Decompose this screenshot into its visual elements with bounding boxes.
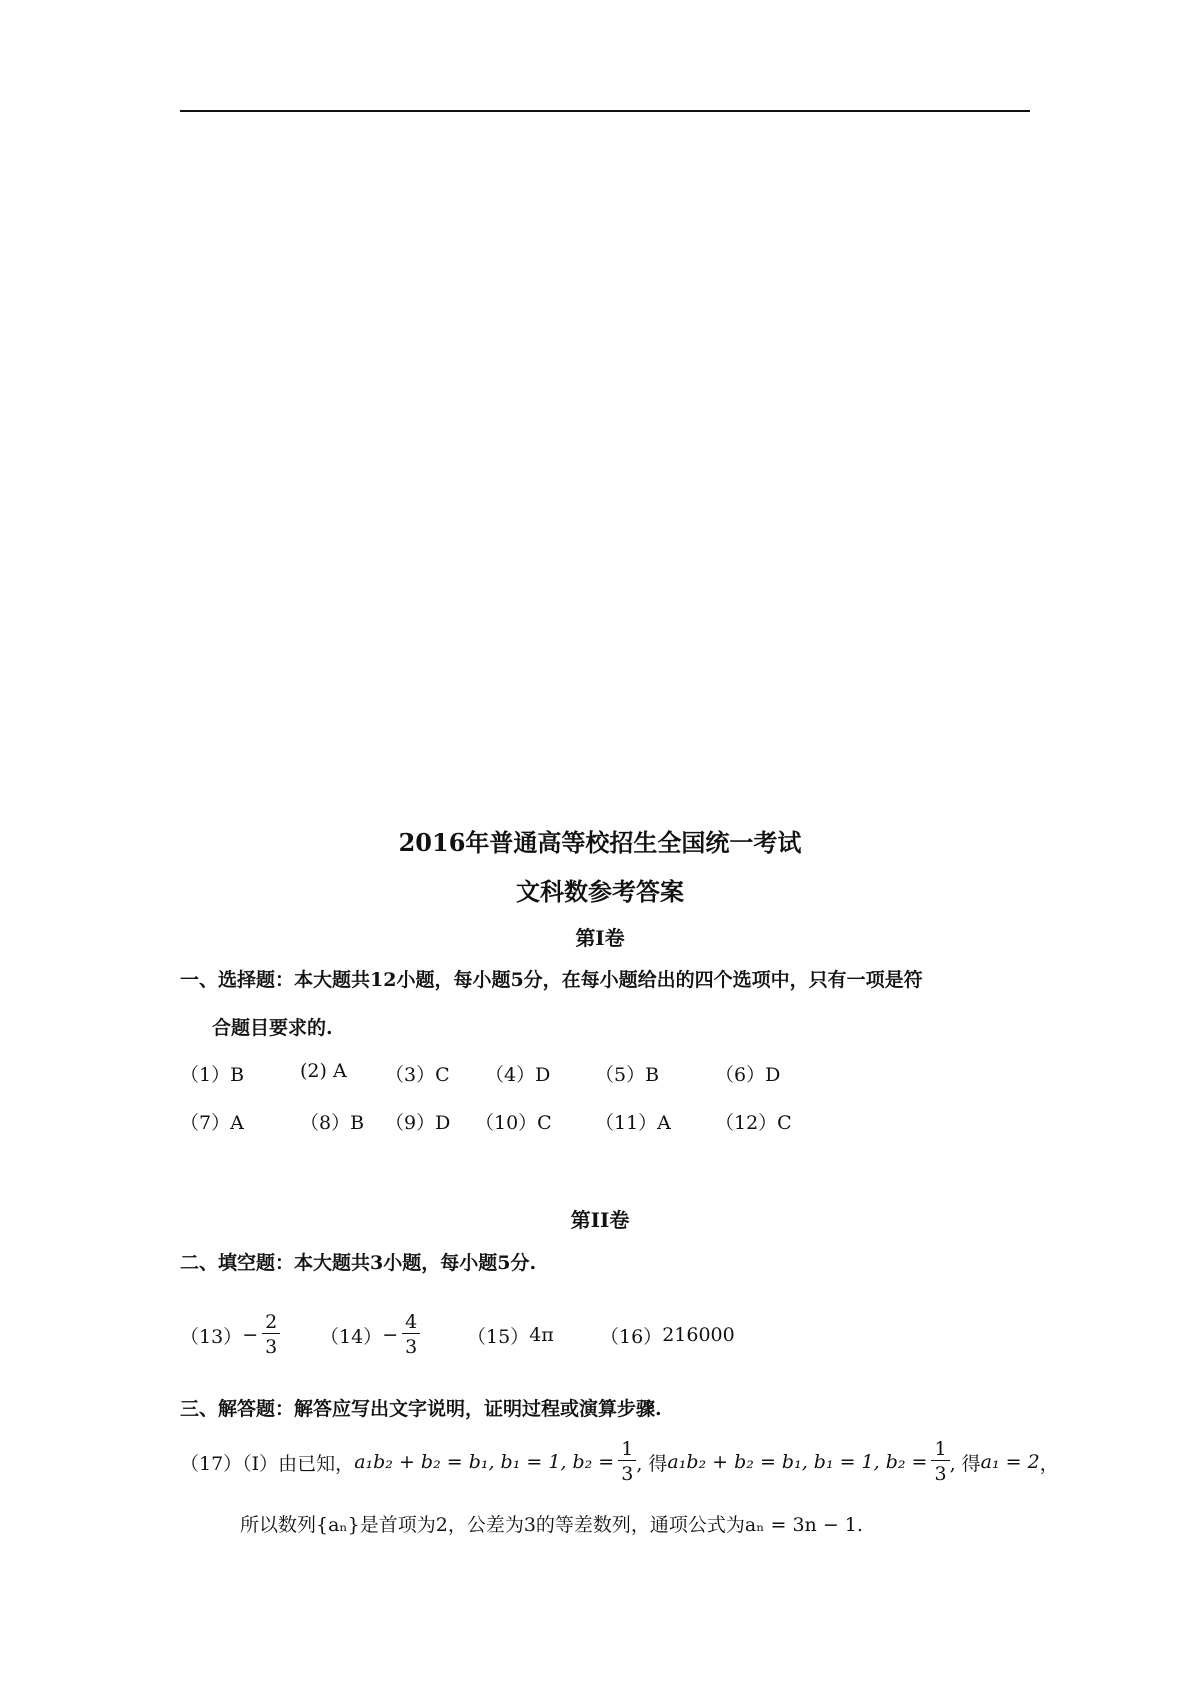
fill-answer-15 [467,1305,554,1365]
fraction [618,1438,636,1487]
header-rule [180,110,1030,112]
section-2-heading: 二、填空题：本大题共3小题，每小题5分. [180,1252,537,1274]
choice-answer: （8）B [300,1112,365,1134]
fraction-denominator: 3 [934,1462,947,1485]
choice-answer: （3）C [385,1064,450,1086]
fraction-denominator: 3 [265,1335,278,1358]
text: ， [1039,1452,1059,1475]
fill-answer-label: （14） [320,1325,383,1348]
choice-answer: （9）D [385,1112,451,1134]
volume-1-heading: 第Ⅰ卷 [575,926,625,950]
fraction [931,1438,949,1487]
choice-answer: （12）C [715,1112,792,1134]
choice-answer: （6）D [715,1064,781,1086]
fraction [402,1311,420,1360]
section-1-heading-cont: 合题目要求的. [212,1017,333,1039]
fraction-numerator: 4 [405,1310,418,1333]
math-expression: a₁ = 2 [980,1451,1040,1473]
fill-answer-14 [320,1305,420,1365]
minus-sign: − [242,1324,259,1346]
question-17-line-2: 所以数列{aₙ}是首项为2，公差为3的等差数列，通项公式为aₙ = 3n − 1. [240,1514,863,1536]
choice-answer: （11）A [595,1112,671,1134]
fraction-numerator: 2 [265,1310,278,1333]
math-expression: a₁b₂ + b₂ = b₁, b₁ = 1, b₂ = [354,1451,615,1473]
text: , 得 [636,1452,668,1475]
fill-answer-value: 4π [529,1324,554,1346]
fraction-denominator: 3 [621,1462,634,1485]
math-expression: a₁b₂ + b₂ = b₁, b₁ = 1, b₂ = [667,1451,928,1473]
volume-2-heading: 第II卷 [570,1208,630,1232]
choice-answer: （7）A [180,1112,244,1134]
choice-answer: （5）B [595,1064,660,1086]
page-title: 2016年普通高等校招生全国统一考试 [398,828,802,857]
choice-answer: （10）C [475,1112,552,1134]
text: , 得 [949,1452,981,1475]
minus-sign: − [382,1324,399,1346]
fill-answer-16 [600,1305,735,1365]
section-3-heading: 三、解答题：解答应写出文字说明，证明过程或演算步骤. [180,1398,662,1420]
fraction-numerator: 1 [934,1437,947,1460]
fill-answer-value: 216000 [662,1324,735,1346]
fraction [262,1311,280,1360]
page-subtitle: 文科数参考答案 [516,877,684,906]
choice-answer: （4）D [485,1064,551,1086]
question-17-line-1 [180,1432,1059,1492]
fraction-numerator: 1 [621,1437,634,1460]
choice-answer: (2) A [300,1060,347,1082]
fraction-denominator: 3 [405,1335,418,1358]
fill-answer-label: （16） [600,1325,663,1348]
fill-answer-label: （13） [180,1325,243,1348]
section-1-heading: 一、选择题：本大题共12小题，每小题5分，在每小题给出的四个选项中，只有一项是符 [180,969,923,991]
question-17-label: （17）（I）由已知， [180,1452,355,1475]
fill-answer-13 [180,1305,280,1365]
fill-answers [180,1305,1080,1365]
choice-answer: （1）B [180,1064,245,1086]
fill-answer-label: （15） [467,1325,530,1348]
